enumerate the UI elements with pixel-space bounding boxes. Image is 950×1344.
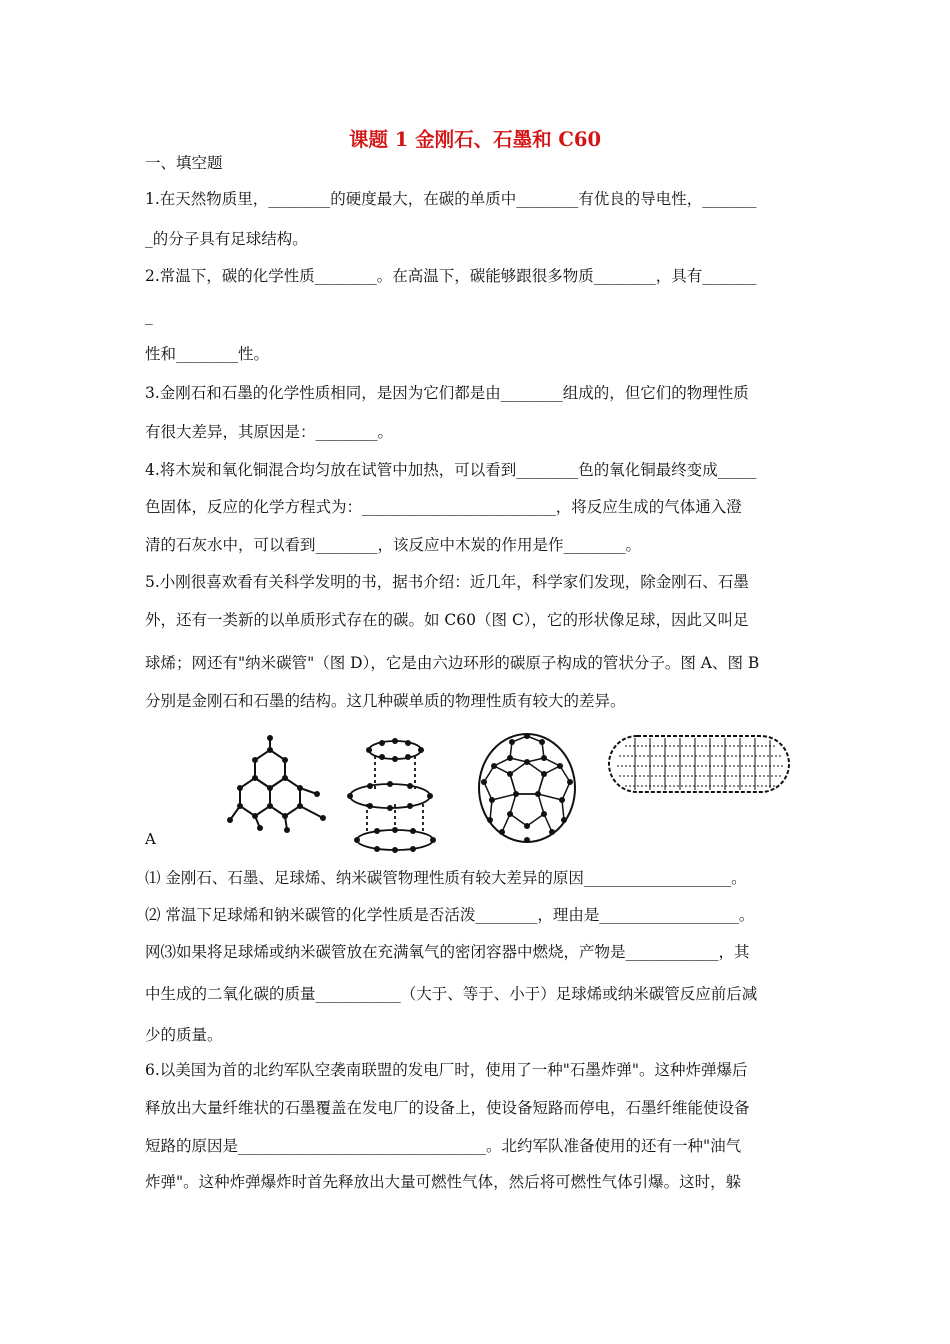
q6-line-3: 短路的原因是________________________________。北约军队准备使用的还有一种"油气 (145, 1137, 742, 1155)
q5-sub-3-line-1: 网⑶如果将足球烯或纳米碳管放在充满氧气的密闭容器中燃烧，产物是____________，其 (145, 943, 750, 961)
q5-sub-3-line-3: 少的质量。 (145, 1026, 223, 1044)
section-heading: 一、填空题 (145, 154, 223, 172)
q2-line-3: 性和________性。 (145, 345, 270, 363)
q5-sub-2: ⑵ 常温下足球烯和钠米碳管的化学性质是否活泼________，理由是__________________。 (145, 906, 755, 924)
q5-sub-1: ⑴ 金刚石、石墨、足球烯、纳米碳管物理性质有较大差异的原因___________________。 (145, 869, 747, 887)
q6-line-1: 6.以美国为首的北约军队空袭南联盟的发电厂时，使用了一种"石墨炸弹"。这种炸弹爆后 (145, 1061, 748, 1079)
q4-line-1: 4.将木炭和氧化铜混合均匀放在试管中加热，可以看到________色的氧化铜最终变成_____ (145, 461, 757, 479)
c60-structure-image (472, 728, 582, 848)
q3-line-1: 3.金刚石和石墨的化学性质相同，是因为它们都是由________组成的，但它们的物理性质 (145, 384, 749, 402)
q4-line-3: 清的石灰水中，可以看到________，该反应中木炭的作用是作________。 (145, 536, 642, 554)
nanotube-structure-image (605, 728, 795, 798)
q5-line-3: 球烯；网还有"纳米碳管"（图 D），它是由六边环形的碳原子构成的管状分子。图 A、图 B (145, 654, 760, 672)
figure-label-a: A (145, 830, 156, 848)
q2-line-1: 2.常温下，碳的化学性质________。在高温下，碳能够跟很多物质________，具有_______ (145, 267, 757, 285)
q2-line-2: _ (145, 307, 153, 325)
q1-line-2: _的分子具有足球结构。 (145, 230, 308, 248)
q4-line-2: 色固体，反应的化学方程式为：_________________________，将反应生成的气体通入澄 (145, 498, 742, 516)
q3-line-2: 有很大差异，其原因是：________。 (145, 423, 394, 441)
q5-line-1: 5.小刚很喜欢看有关科学发明的书，据书介绍：近几年，科学家们发现，除金刚石、石墨 (145, 573, 749, 591)
carbon-structures-figure (210, 728, 810, 863)
q5-sub-3-line-2: 中生成的二氧化碳的质量___________（大于、等于、小于）足球烯或纳米碳管反应前后减 (145, 985, 758, 1003)
graphite-structure-image (345, 728, 445, 858)
page-title: 课题 1 金刚石、石墨和 C60 (348, 128, 602, 151)
q6-line-2: 释放出大量纤维状的石墨覆盖在发电厂的设备上，使设备短路而停电，石墨纤维能使设备 (145, 1099, 750, 1117)
q1-line-1: 1.在天然物质里，________的硬度最大，在碳的单质中________有优良的导电性，_______ (145, 190, 757, 208)
q6-line-4: 炸弹"。这种炸弹爆炸时首先释放出大量可燃性气体，然后将可燃性气体引爆。这时，躲 (145, 1173, 742, 1191)
q5-line-4: 分别是金刚石和石墨的结构。这几种碳单质的物理性质有较大的差异。 (145, 692, 626, 710)
q5-line-2: 外，还有一类新的以单质形式存在的碳。如 C60（图 C），它的形状像足球，因此又叫足 (145, 611, 749, 629)
diamond-structure-image (225, 728, 335, 833)
